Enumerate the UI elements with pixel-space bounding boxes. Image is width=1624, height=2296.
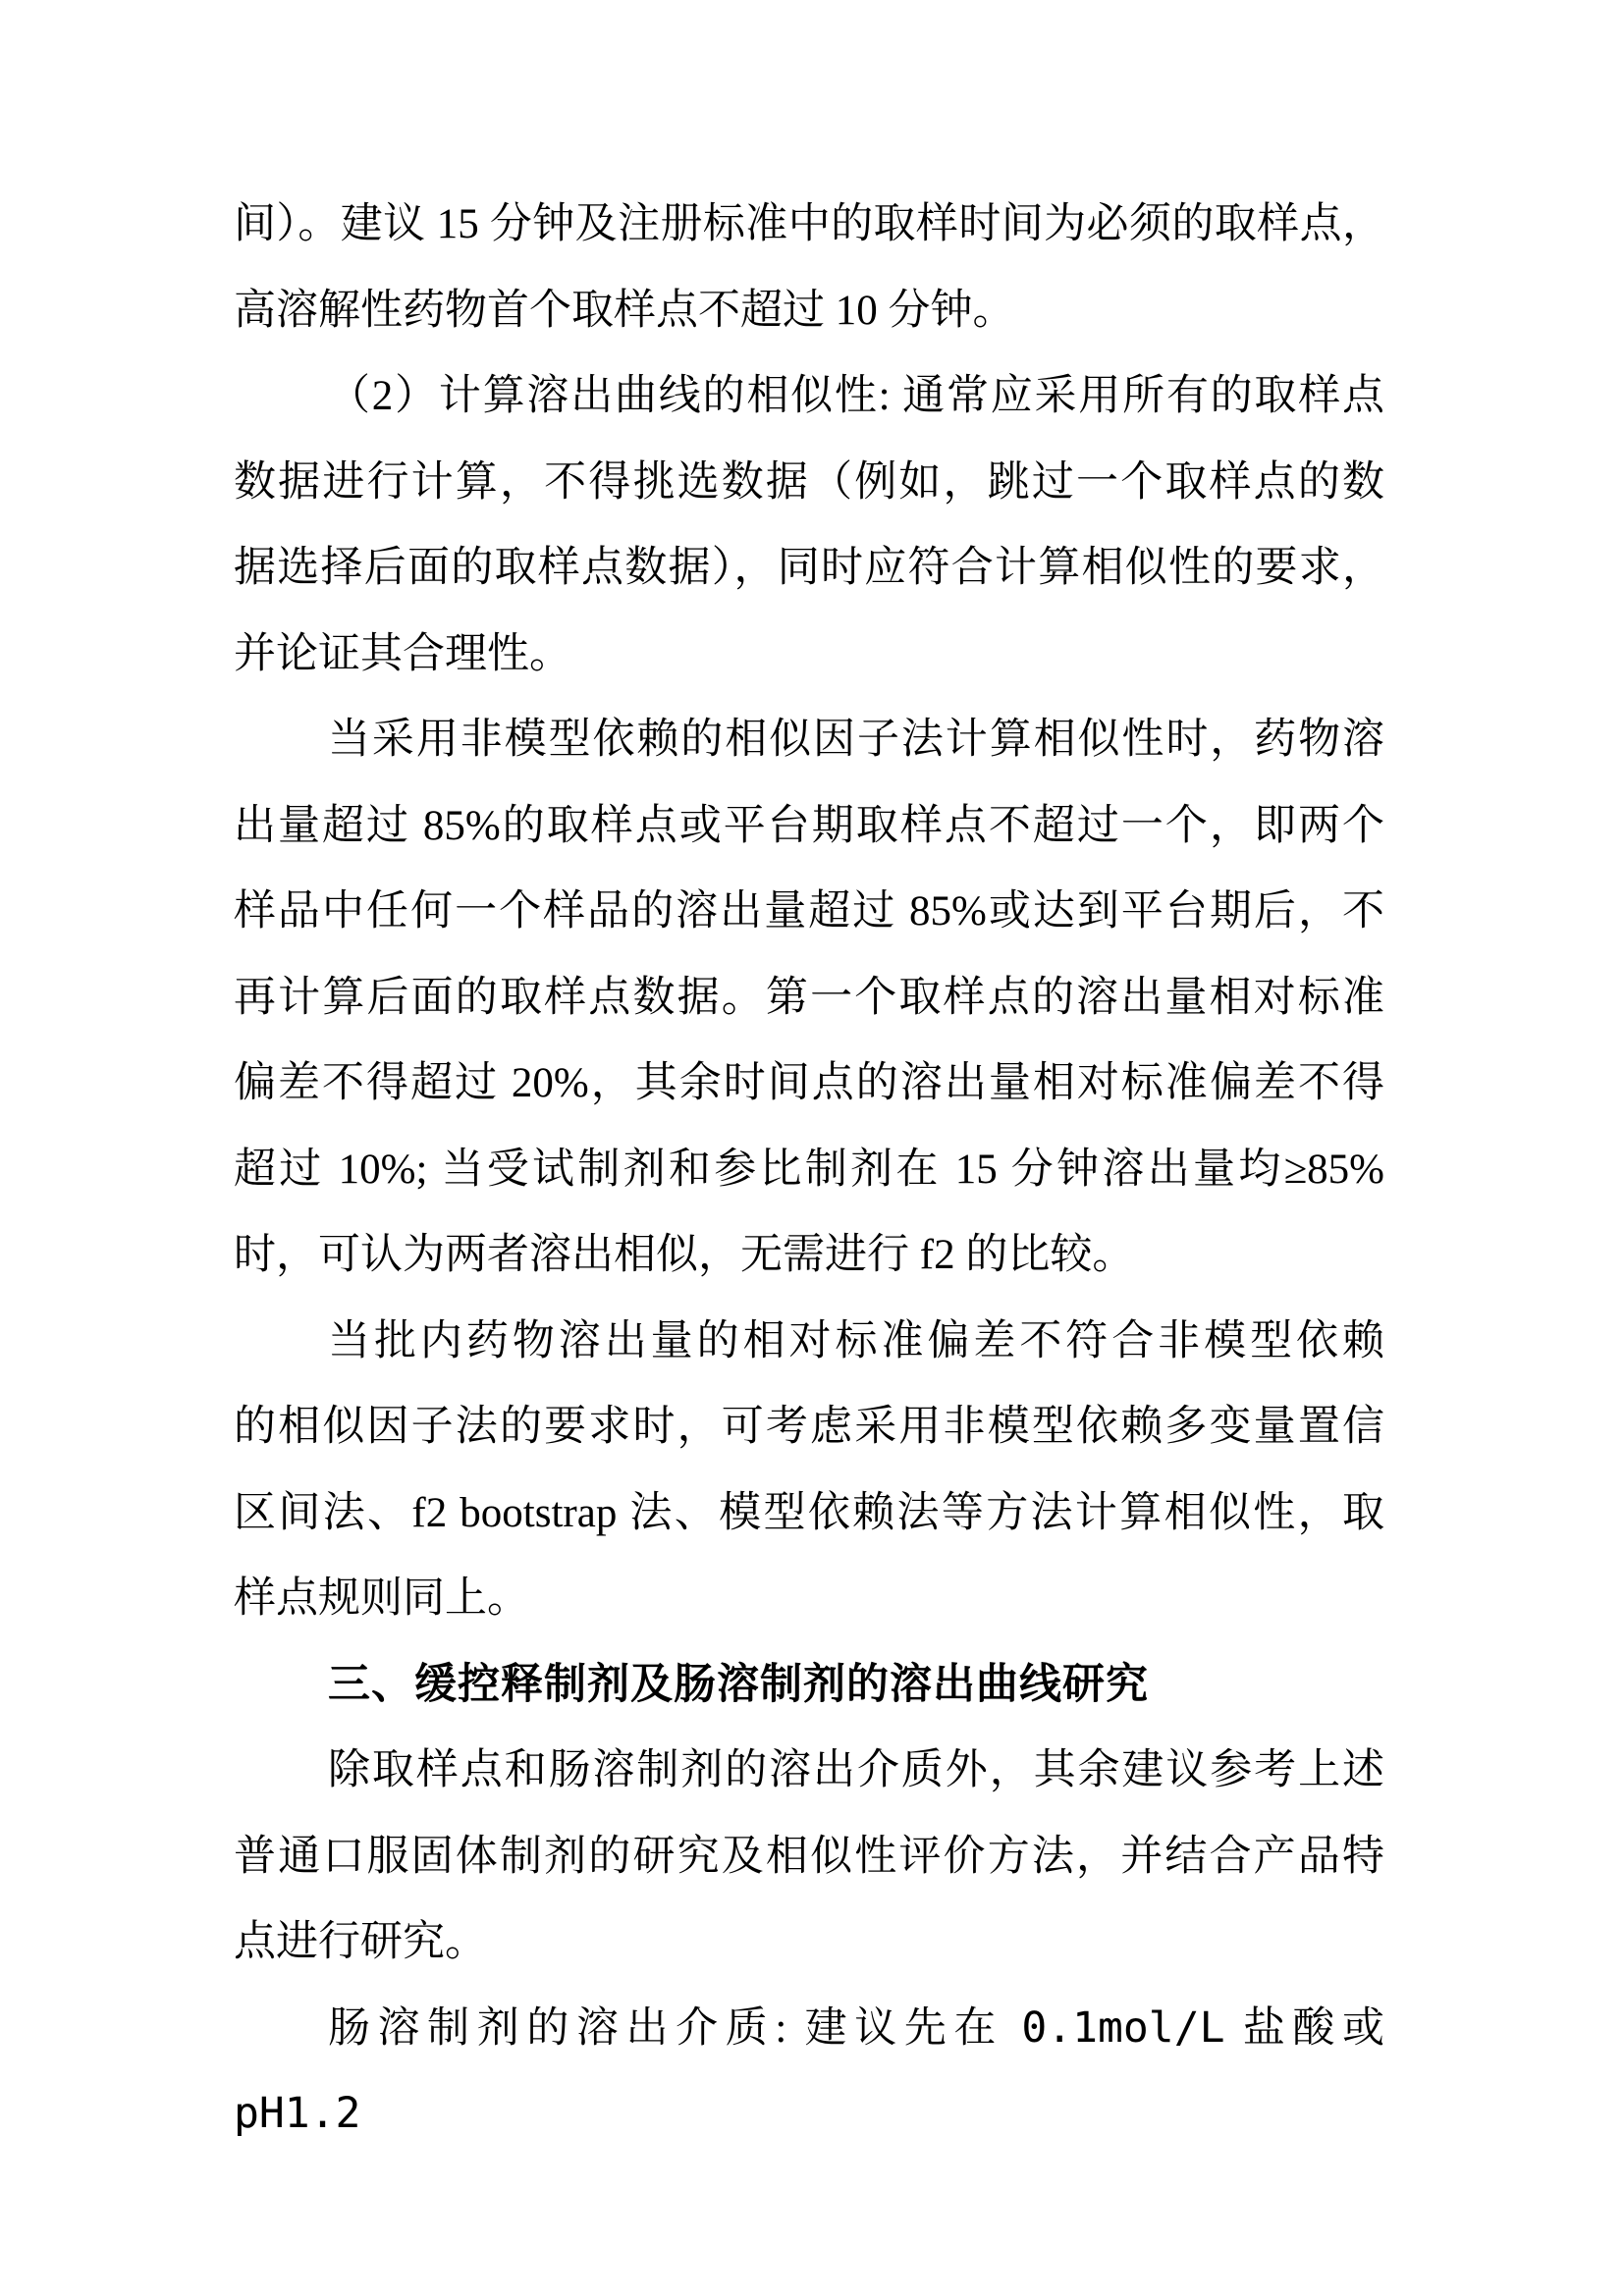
text-line (234, 697, 1384, 783)
text-run: 数据进行计算，不得挑选数据（例如，跳过一个取样点的数 (234, 458, 1384, 506)
text-run: 间）。建议 15 分钟及注册标准中的取样时间为必须的取样点， (234, 201, 1384, 247)
text-run: 并论证其合理性。 (234, 630, 571, 677)
text-line (234, 1384, 1384, 1470)
text-run: （2）计算溶出曲线的相似性: 通常应采用所有的取样点 (328, 373, 1384, 419)
text-run: 样品中任何一个样品的溶出量超过 85%或达到平台期后，不 (234, 888, 1384, 934)
text-run: 样点规则同上。 (234, 1575, 529, 1622)
text-line (234, 268, 1384, 354)
text-run: 盐酸或 (1224, 2004, 1384, 2052)
text-line (234, 353, 1384, 440)
text-line (234, 1041, 1384, 1127)
text-line (234, 440, 1384, 526)
text-run: 高溶解性药物首个取样点不超过 10 分钟。 (234, 287, 1015, 334)
text-run: 偏差不得超过 20%，其余时间点的溶出量相对标准偏差不得 (234, 1060, 1384, 1106)
text-line (234, 1556, 1384, 1642)
text-run: 当批内药物溶出量的相对标准偏差不符合非模型依赖 (328, 1317, 1384, 1364)
latin-mono-run: 0.1mol/L (1021, 2002, 1225, 2053)
text-line (234, 783, 1384, 870)
text-line (234, 1212, 1384, 1299)
text-run: 除取样点和肠溶制剂的溶出介质外，其余建议参考上述 (328, 1747, 1384, 1793)
text-line (234, 1986, 1384, 2138)
text-run: 据选择后面的取样点数据），同时应符合计算相似性的要求， (234, 545, 1384, 591)
text-run: 的相似因子法的要求时，可考虑采用非模型依赖多变量置信 (234, 1404, 1384, 1450)
text-line (234, 1470, 1384, 1557)
text-line (234, 525, 1384, 612)
latin-mono-run: pH1.2 (234, 2089, 361, 2138)
text-line (234, 1899, 1384, 1986)
text-run: 时，可认为两者溶出相似，无需进行 f2 的比较。 (234, 1232, 1135, 1278)
section-heading (234, 1642, 1384, 1729)
text-line (234, 1728, 1384, 1814)
text-line (234, 869, 1384, 955)
text-run: 区间法、f2 bootstrap 法、模型依赖法等方法计算相似性，取 (234, 1489, 1384, 1536)
text-line (234, 1127, 1384, 1213)
text-line (234, 1299, 1384, 1385)
text-run: 三、缓控释制剂及肠溶制剂的溶出曲线研究 (328, 1660, 1149, 1708)
text-run: 当采用非模型依赖的相似因子法计算相似性时，药物溶 (328, 717, 1384, 763)
text-line (234, 1814, 1384, 1900)
text-run: 肠溶制剂的溶出介质: 建议先在 (328, 2004, 1022, 2052)
text-run: 超过 10%; 当受试制剂和参比制剂在 15 分钟溶出量均≥85% (234, 1146, 1384, 1193)
text-run: 再计算后面的取样点数据。第一个取样点的溶出量相对标准 (234, 974, 1384, 1021)
text-run: 点进行研究。 (234, 1919, 487, 1965)
text-line (234, 955, 1384, 1041)
text-run: 出量超过 85%的取样点或平台期取样点不超过一个，即两个 (234, 802, 1384, 849)
text-line (234, 612, 1384, 698)
text-run: 普通口服固体制剂的研究及相似性评价方法，并结合产品特 (234, 1833, 1384, 1880)
text-line (234, 182, 1384, 268)
